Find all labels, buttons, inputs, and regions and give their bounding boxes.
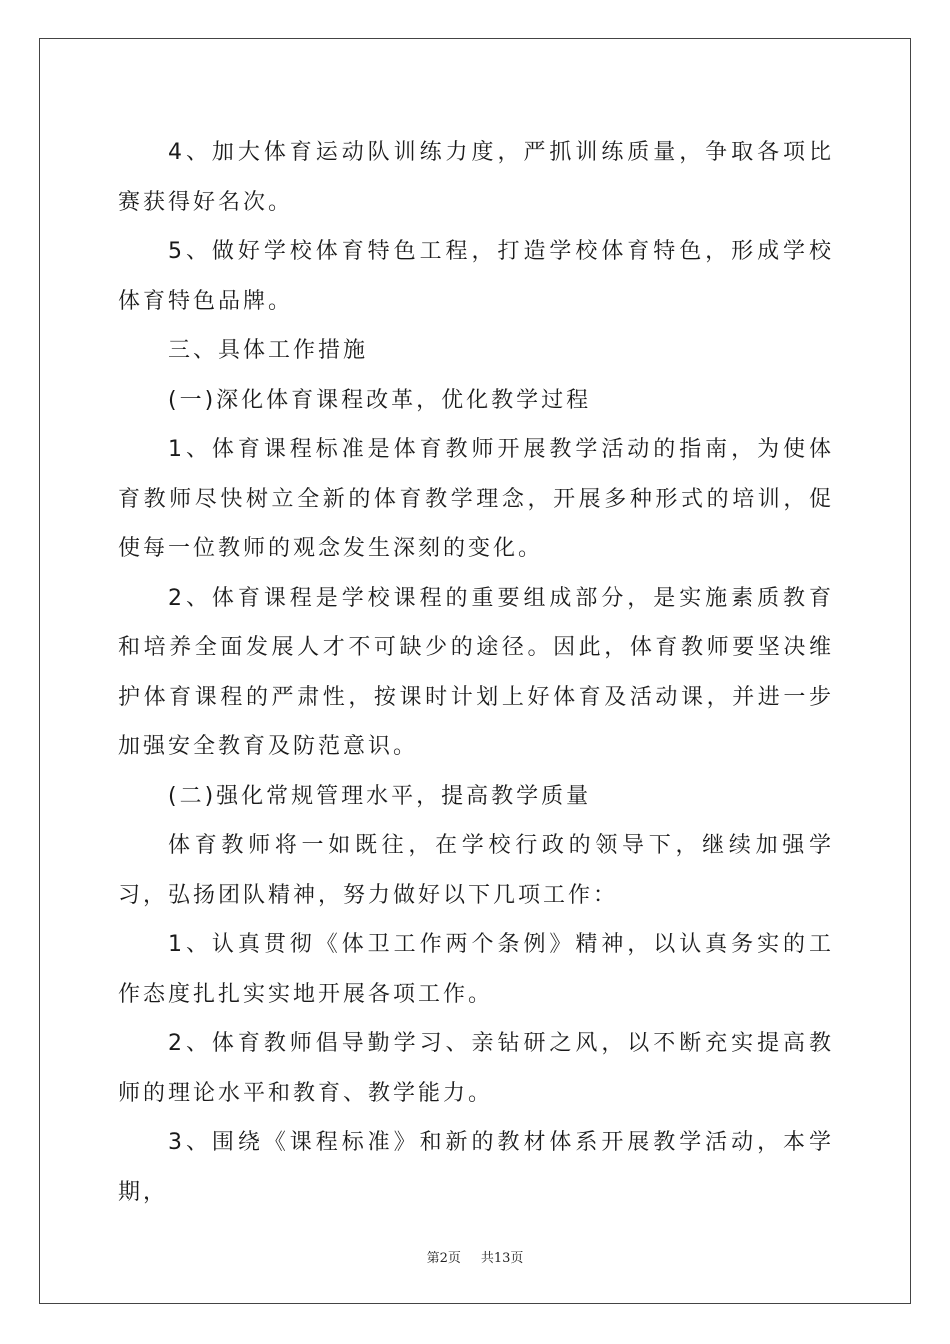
subsection-heading: (二)强化常规管理水平，提高教学质量 [168, 783, 592, 809]
paragraph: 2、体育课程是学校课程的重要组成部分，是实施素质教育和培养全面发展人才不可缺少的途径。因此，体育教师要坚决维护体育课程的严肃性，按课时计划上好体育及活动课，并进一步加强安全教育及防范意识。 [118, 585, 834, 759]
page-number: 第2页 [426, 1251, 461, 1266]
page-footer [0, 1247, 950, 1266]
paragraph: 1、认真贯彻《体卫工作两个条例》精神，以认真务实的工作态度扎扎实实地开展各项工作。 [118, 932, 834, 1007]
page-total: 共13页 [480, 1251, 524, 1266]
paragraph: 5、做好学校体育特色工程，打造学校体育特色，形成学校体育特色品牌。 [118, 239, 834, 314]
document-body [118, 128, 834, 1217]
paragraph: 1、体育课程标准是体育教师开展教学活动的指南，为使体育教师尽快树立全新的体育教学理念，开展多种形式的培训，促使每一位教师的观念发生深刻的变化。 [118, 437, 834, 561]
section-heading: 三、具体工作措施 [168, 338, 369, 363]
subsection-heading: (一)深化体育课程改革，优化教学过程 [168, 387, 592, 413]
paragraph: 2、体育教师倡导勤学习、亲钻研之风，以不断充实提高教师的理论水平和教育、教学能力。 [118, 1031, 834, 1106]
paragraph: 3、围绕《课程标准》和新的教材体系开展教学活动，本学期， [118, 1130, 834, 1205]
paragraph: 体育教师将一如既往，在学校行政的领导下，继续加强学习，弘扬团队精神，努力做好以下几项工作： [118, 833, 834, 908]
paragraph: 4、加大体育运动队训练力度，严抓训练质量，争取各项比赛获得好名次。 [118, 140, 834, 215]
